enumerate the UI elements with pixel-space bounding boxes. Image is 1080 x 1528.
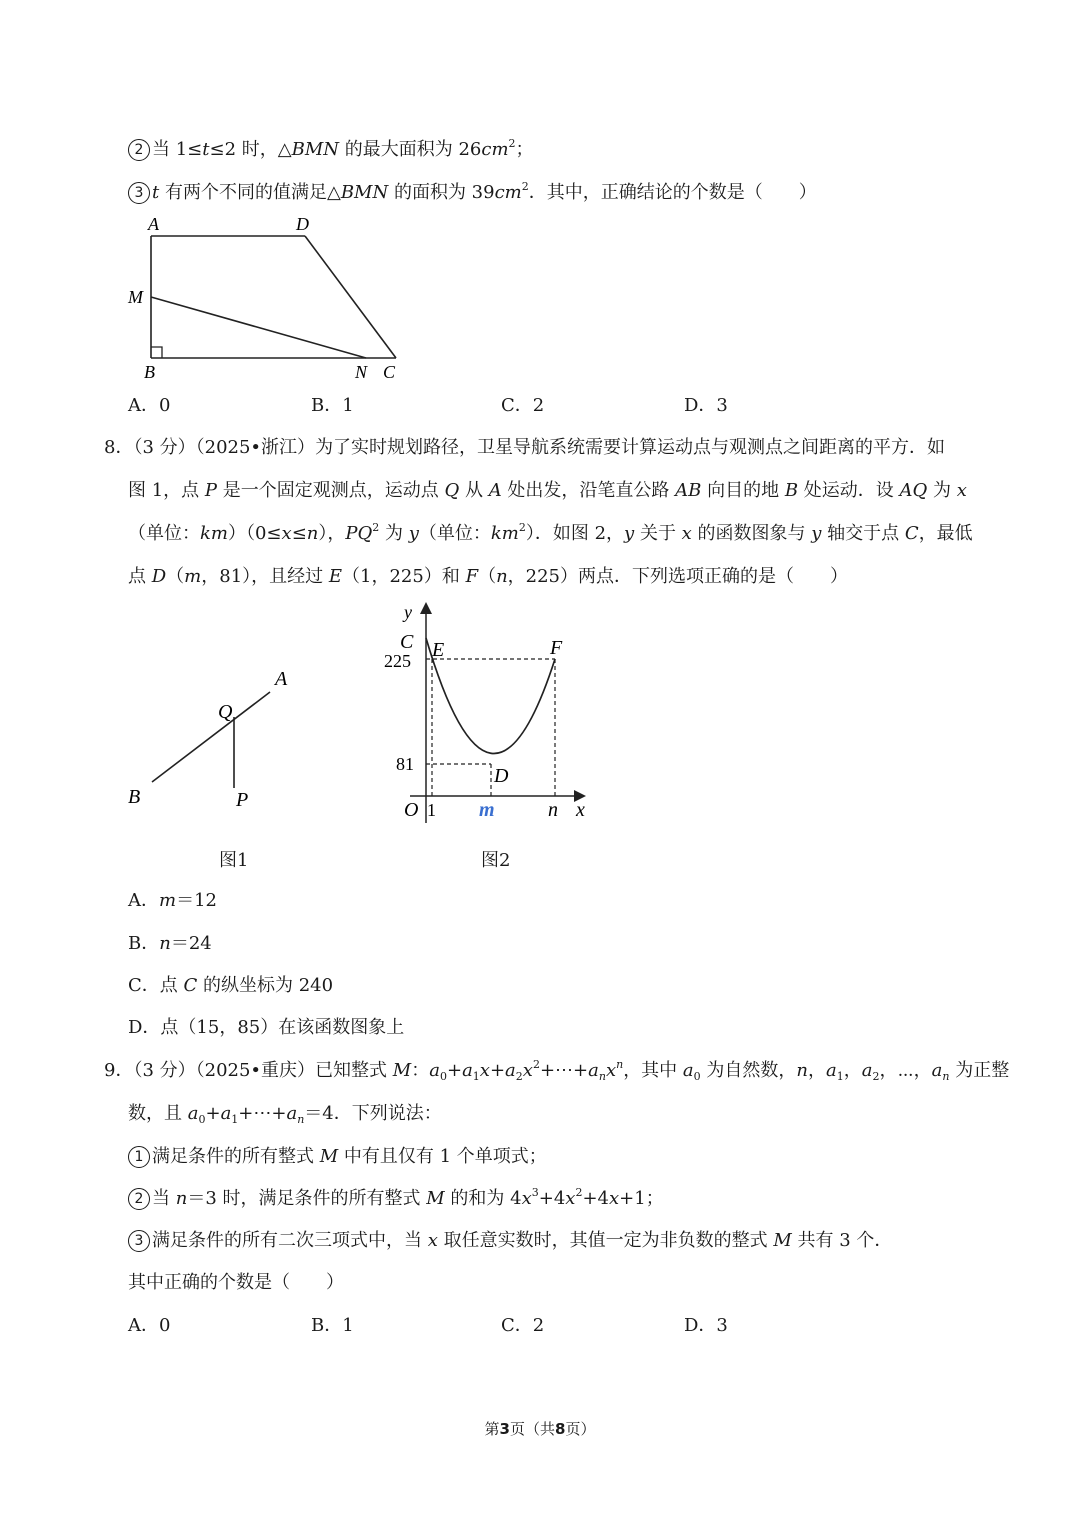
label-n: n xyxy=(548,799,558,821)
page-footer: 第3页（共8页） xyxy=(484,1420,596,1438)
label-D: D xyxy=(296,214,309,234)
label-F: F xyxy=(550,637,563,659)
label-y: y xyxy=(404,602,412,622)
circled-number: 1 xyxy=(128,1146,150,1168)
label-C: C xyxy=(383,362,396,382)
circled-number: 2 xyxy=(128,139,150,161)
q9-line-1: 9．（3 分）（2025•重庆）已知整式 M：$a_0+a_1x+a_2x^2+\cdots+a_nx^n$，其中 $a_0$ 为自然数，n，$a_1$，$a_2$，⋯，$a_n$ 为正整 xyxy=(104,1058,1010,1083)
q7-statement-2: 2 当 1≤t≤2 时，△BMN 的最大面积为 $26cm^2$； xyxy=(128,138,534,162)
q8-option-b[interactable]: B．n＝24 xyxy=(128,933,212,954)
q9-statement-3: 3 满足条件的所有二次三项式中，当 x 取任意实数时，其值一定为非负数的整式 M 共有 3 个． xyxy=(128,1229,892,1253)
circled-number: 3 xyxy=(128,1230,150,1252)
label-C: C xyxy=(400,631,414,653)
label-B: B xyxy=(128,786,141,808)
segment-MN xyxy=(151,297,366,358)
q7-option-d[interactable]: D．3 xyxy=(684,395,728,416)
q9-ask: 其中正确的个数是（ ） xyxy=(128,1272,344,1293)
parabola xyxy=(426,638,555,754)
q8-line-2: 图 1，点 P 是一个固定观测点，运动点 Q 从 A 处出发，沿笔直公路 AB 向目的地 B 处运动．设 AQ 为 x xyxy=(128,480,967,501)
label-E: E xyxy=(432,639,445,661)
tick-225: 225 xyxy=(384,651,411,671)
q9-option-c[interactable]: C．2 xyxy=(501,1315,545,1336)
label-M: M xyxy=(128,287,143,307)
tick-81: 81 xyxy=(396,754,414,774)
question-number: 8． xyxy=(104,437,134,458)
q9-option-a[interactable]: A．0 xyxy=(128,1315,171,1336)
q8-figure-2 xyxy=(380,598,600,833)
q9-option-d[interactable]: D．3 xyxy=(684,1315,728,1336)
label-O: O xyxy=(404,799,419,821)
q8-line-4: 点 D（m，81），且经过 E（1，225）和 F（n，225）两点．下列选项正确的是（ ） xyxy=(128,566,849,587)
road-AB xyxy=(152,692,270,782)
label-m: m xyxy=(479,799,495,821)
figure-2-caption: 图2 xyxy=(481,850,511,871)
sum-expression: $4x^3+4x^2+4x+1$ xyxy=(510,1186,646,1209)
polynomial-expression: $a_0+a_1x+a_2x^2+\cdots+a_nx^n$ xyxy=(429,1058,624,1083)
coefficient-sum: $a_0+a_1+\cdots+a_n$ xyxy=(187,1103,305,1126)
label-D: D xyxy=(494,765,509,787)
label-P: P xyxy=(236,789,249,811)
circled-number: 3 xyxy=(128,182,150,204)
q7-option-c[interactable]: C．2 xyxy=(501,395,545,416)
q7-trapezoid-figure xyxy=(120,210,420,385)
label-B: B xyxy=(144,362,155,382)
q7-statement-3: 3 t 有两个不同的值满足△BMN 的面积为 $39cm^2$．其中，正确结论的个数是（ ） xyxy=(128,181,817,205)
edge-DC xyxy=(305,236,396,358)
label-A: A xyxy=(148,214,159,234)
q8-line-1: 8．（3 分）（2025•浙江）为了实时规划路径，卫星导航系统需要计算运动点与观测点之间距离的平方．如 xyxy=(104,437,946,458)
q9-option-b[interactable]: B．1 xyxy=(311,1315,354,1336)
q9-statement-1: 1 满足条件的所有整式 M 中有且仅有 1 个单项式； xyxy=(128,1145,547,1169)
q7-option-a[interactable]: A．0 xyxy=(128,395,171,416)
label-Q: Q xyxy=(218,701,233,723)
q9-statement-2: 2 当 n＝3 时，满足条件的所有整式 M 的和为 $4x^3+4x^2+4x+1$； xyxy=(128,1187,664,1211)
q7-option-b[interactable]: B．1 xyxy=(311,395,354,416)
q9-line-2: 数，且 $a_0+a_1+\cdots+a_n=4$．下列说法： xyxy=(128,1103,442,1126)
question-number: 9． xyxy=(104,1060,134,1081)
right-angle-mark xyxy=(151,347,162,358)
circled-number: 2 xyxy=(128,1188,150,1210)
figure-1-caption: 图1 xyxy=(219,850,249,871)
label-N: N xyxy=(355,362,368,382)
tick-1: 1 xyxy=(427,800,436,820)
q8-line-3: （单位：km）（0≤x≤n），$PQ^2$ 为 y（单位：$km^2$）．如图 2，y 关于 x 的函数图象与 y 轴交于点 C，最低 xyxy=(128,521,973,544)
label-x: x xyxy=(576,799,585,821)
q8-figure-1 xyxy=(120,660,320,820)
q8-option-a[interactable]: A．m＝12 xyxy=(128,890,217,911)
q8-option-d[interactable]: D．点（15，85）在该函数图象上 xyxy=(128,1017,405,1038)
label-A: A xyxy=(275,668,288,690)
q8-option-c[interactable]: C．点 C 的纵坐标为 240 xyxy=(128,975,334,996)
